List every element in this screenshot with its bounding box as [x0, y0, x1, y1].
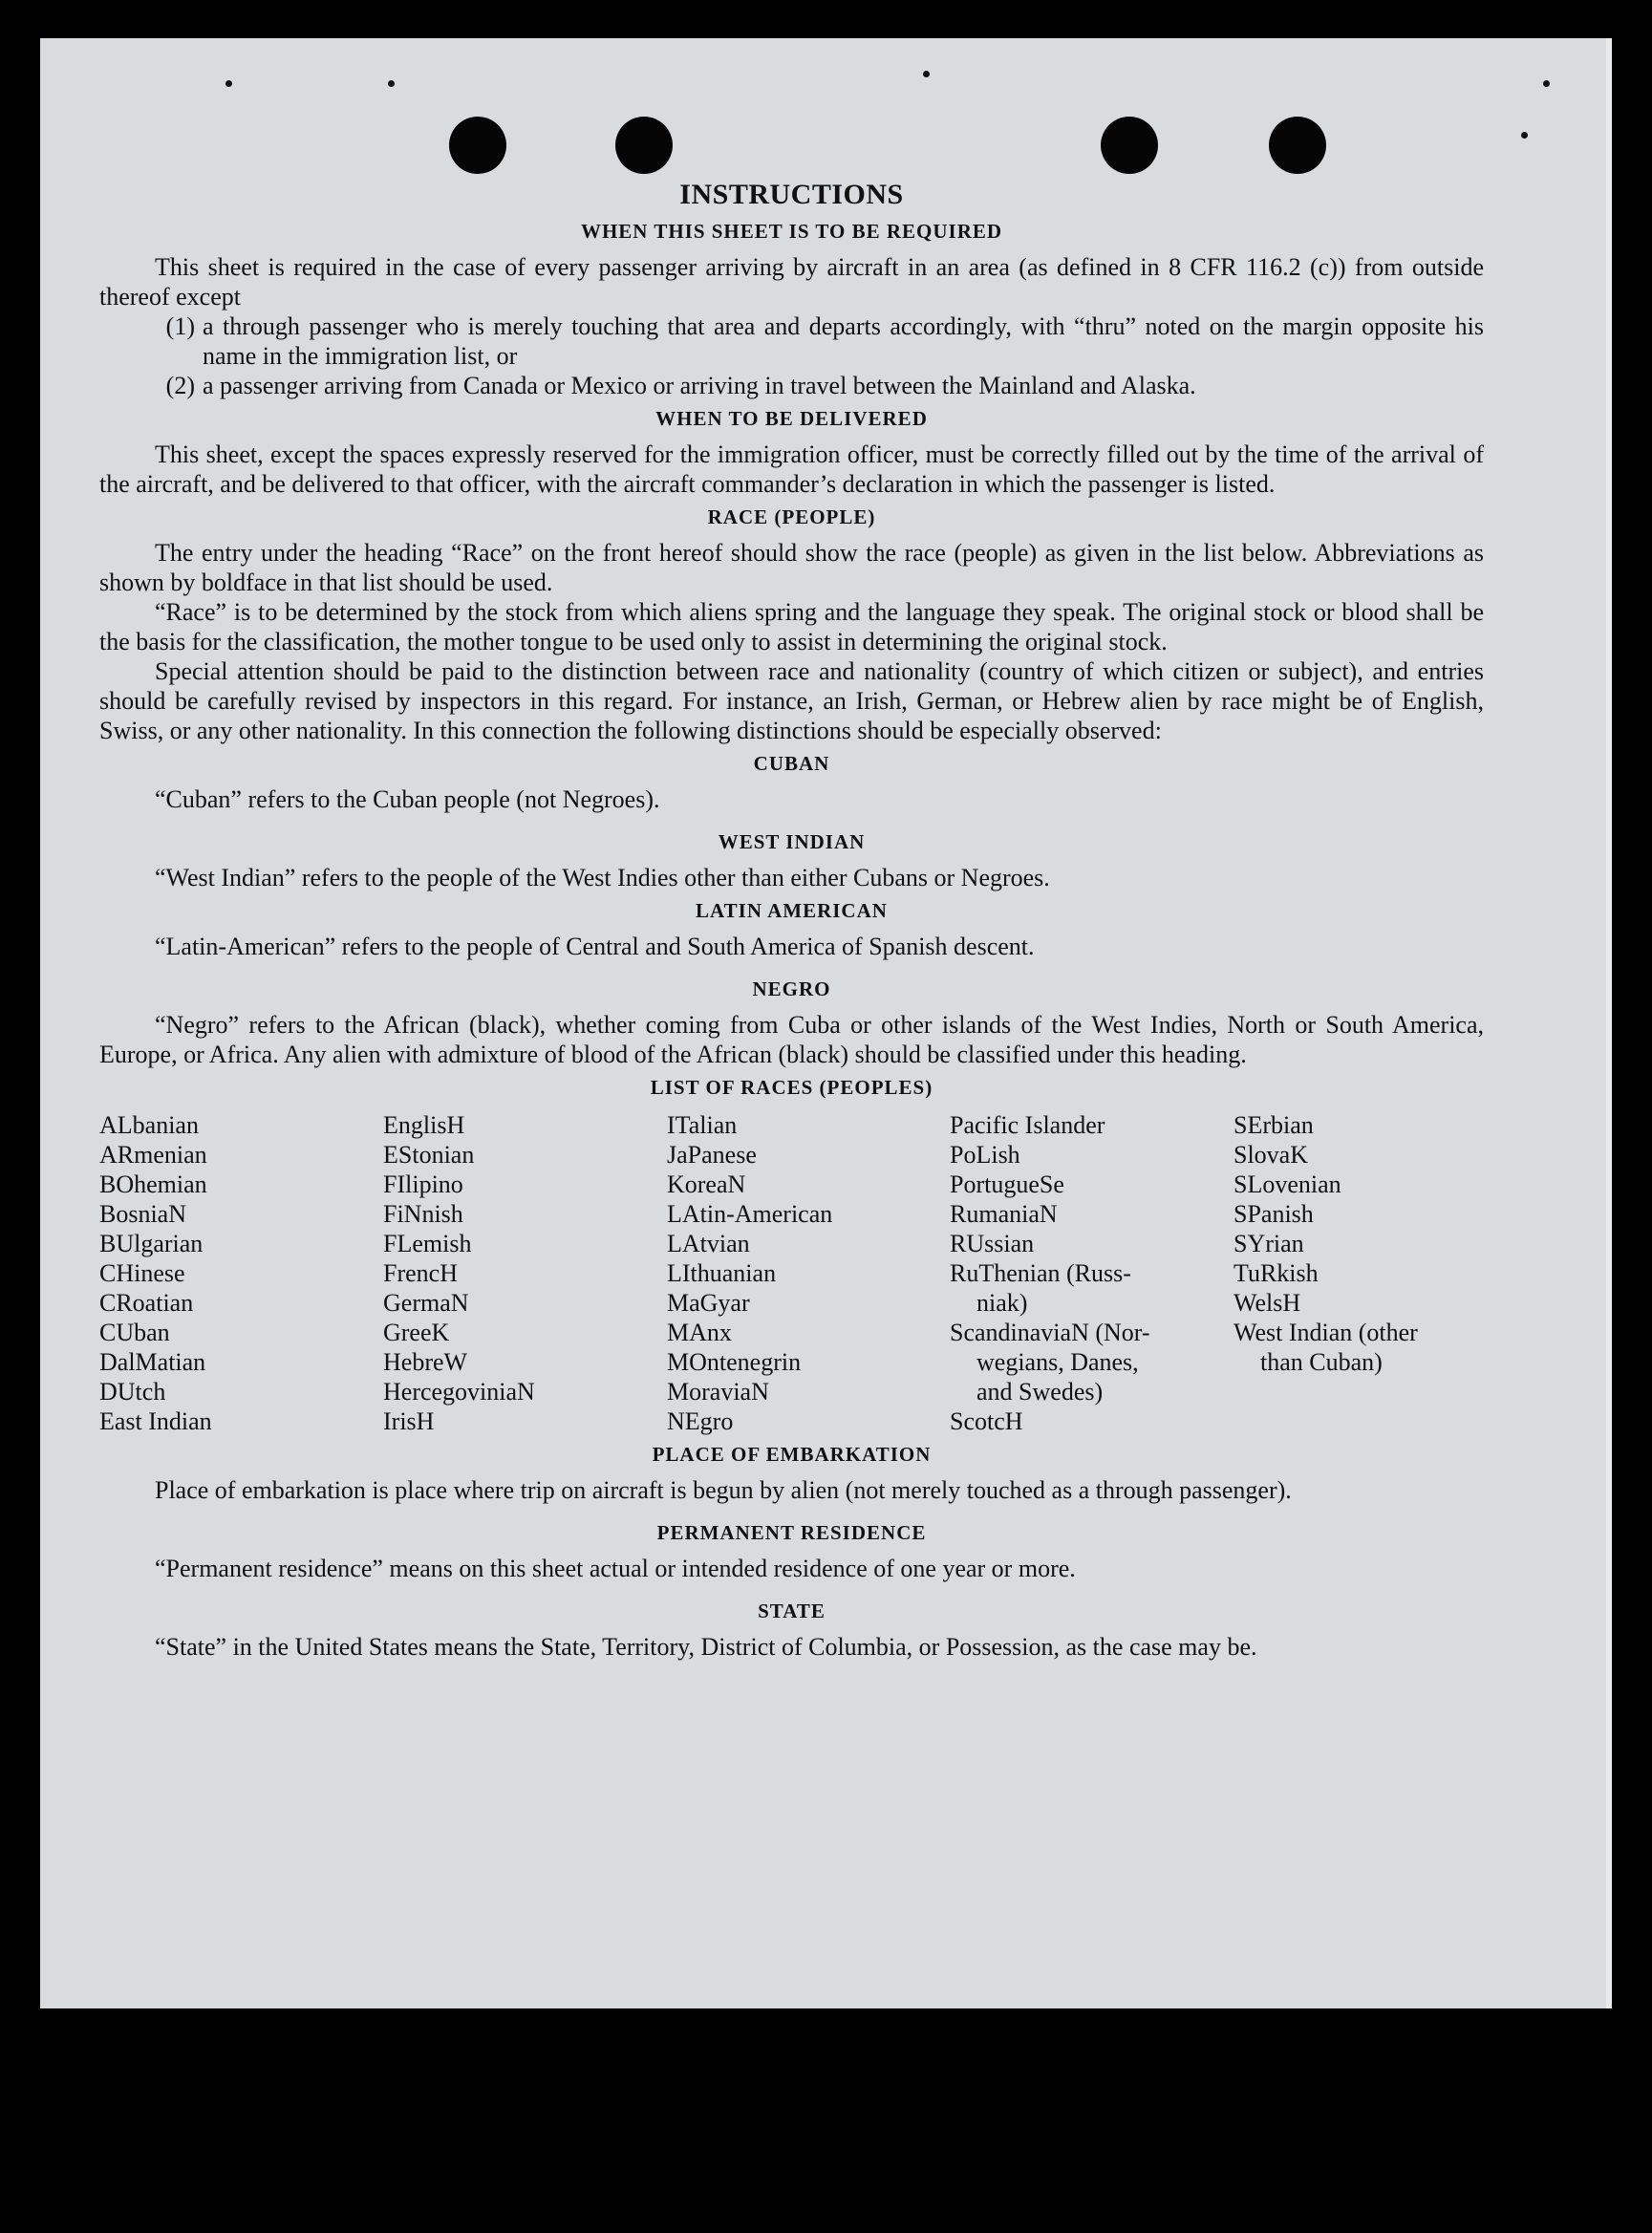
latin-american-text: “Latin-American” refers to the people of Central and South America of Spanish descent. — [155, 933, 1035, 960]
race-entry: RumaniaN — [950, 1200, 1058, 1228]
heading-race: RACE (PEOPLE) — [707, 505, 876, 528]
punch-hole — [1269, 117, 1326, 174]
heading-when-delivered: WHEN TO BE DELIVERED — [655, 407, 928, 430]
cuban-text: “Cuban” refers to the Cuban people (not Negroes). — [155, 785, 660, 813]
races-column-3 — [667, 1110, 950, 1436]
race-entry: SlovaK — [1234, 1141, 1308, 1169]
race-entry: GermaN — [383, 1289, 469, 1317]
race-entry: BOhemian — [99, 1170, 207, 1198]
race-entry: LAtin-American — [667, 1200, 833, 1228]
race-entry: ALbanian — [99, 1111, 199, 1139]
heading-list-of-races: LIST OF RACES (PEOPLES) — [650, 1076, 933, 1099]
race-entry: GreeK — [383, 1319, 450, 1346]
heading-negro: NEGRO — [752, 977, 831, 1000]
item-number: (2) — [165, 372, 195, 399]
race-entry: KoreaN — [667, 1170, 746, 1198]
instructions-content — [99, 180, 1484, 1662]
race-paragraph-3: Special attention should be paid to the distinction between race and nationality (country of which citizen or subject), and entries should be carefully revised by inspectors in this regard. For instance, an Irish, German, or Hebrew alien by race might be of English, Swiss, or any other nationality. In this connection the following distinctions should be especially observed: — [99, 657, 1484, 744]
speck — [1543, 80, 1550, 87]
race-entry: TuRkish — [1234, 1259, 1319, 1287]
race-entry-continued: than Cuban) — [1260, 1348, 1383, 1376]
race-entry: BUlgarian — [99, 1230, 204, 1257]
race-entry: MaGyar — [667, 1289, 750, 1317]
race-entry: BosniaN — [99, 1200, 186, 1228]
punch-hole — [615, 117, 673, 174]
heading-embarkation: PLACE OF EMBARKATION — [652, 1443, 932, 1466]
speck — [1521, 132, 1528, 139]
race-entry: PoLish — [950, 1141, 1020, 1169]
west-indian-text: “West Indian” refers to the people of the West Indies other than either Cubans or Negroes. — [155, 864, 1050, 891]
race-entry: EStonian — [383, 1141, 475, 1169]
race-entry: HercegoviniaN — [383, 1378, 535, 1406]
race-entry: MoraviaN — [667, 1378, 769, 1406]
race-entry: MOntenegrin — [667, 1348, 802, 1376]
race-entry: FrencH — [383, 1259, 458, 1287]
race-entry: ScandinaviaN (Nor- — [950, 1319, 1150, 1346]
heading-cuban: CUBAN — [753, 752, 830, 775]
negro-text: “Negro” refers to the African (black), whether coming from Cuba or other islands of the West Indies, North or South America, Europe, or Africa. Any alien with admixture of blood of the African (black) should be classified under this heading. — [99, 1011, 1484, 1068]
race-entry: CHinese — [99, 1259, 185, 1287]
race-paragraph-1: The entry under the heading “Race” on the front hereof should show the race (people) as given in the list below. Abbreviations as shown by boldface in that list should be used. — [99, 539, 1484, 596]
speck — [923, 71, 930, 77]
embarkation-text: Place of embarkation is place where trip on aircraft is begun by alien (not merely touched as a through passenger). — [155, 1476, 1292, 1504]
when-delivered-text: This sheet, except the spaces expressly reserved for the immigration officer, must be correctly filled out by the time of the arrival of the aircraft, and be delivered to that officer, with the aircraft commander’s declaration in which the passenger is listed. — [99, 440, 1484, 498]
races-list — [99, 1110, 1484, 1436]
race-entry: EnglisH — [383, 1111, 465, 1139]
race-entry: IrisH — [383, 1407, 435, 1435]
race-entry: DUtch — [99, 1378, 166, 1406]
race-entry: CRoatian — [99, 1289, 194, 1317]
state-text: “State” in the United States means the State, Territory, District of Columbia, or Possession, as the case may be. — [155, 1633, 1257, 1661]
item-text: a passenger arriving from Canada or Mexico or arriving in travel between the Mainland and Alaska. — [203, 372, 1196, 399]
race-entry: FiNnish — [383, 1200, 463, 1228]
heading-latin-american: LATIN AMERICAN — [696, 899, 888, 922]
race-entry: RUssian — [950, 1230, 1035, 1257]
page-title: INSTRUCTIONS — [679, 179, 904, 210]
race-entry: SErbian — [1234, 1111, 1314, 1139]
speck — [225, 80, 232, 87]
race-entry: SLovenian — [1234, 1170, 1341, 1198]
race-entry: ScotcH — [950, 1407, 1023, 1435]
race-entry: LIthuanian — [667, 1259, 777, 1287]
punch-hole — [1101, 117, 1158, 174]
race-entry: East Indian — [99, 1407, 212, 1435]
race-entry: Pacific Islander — [950, 1111, 1105, 1139]
heading-residence: PERMANENT RESIDENCE — [656, 1521, 927, 1544]
exception-item-1 — [99, 311, 1484, 371]
sheet-edge — [1606, 38, 1612, 2008]
race-entry-continued: wegians, Danes, — [976, 1348, 1139, 1376]
race-entry: West Indian (other — [1234, 1319, 1418, 1346]
race-entry: SYrian — [1234, 1230, 1304, 1257]
race-entry: WelsH — [1234, 1289, 1301, 1317]
race-entry: LAtvian — [667, 1230, 750, 1257]
race-entry: FIlipino — [383, 1170, 463, 1198]
races-column-1 — [99, 1110, 383, 1436]
race-entry: CUban — [99, 1319, 170, 1346]
race-entry: RuThenian (Russ- — [950, 1259, 1131, 1287]
race-paragraph-2: “Race” is to be determined by the stock from which aliens spring and the language they speak. The original stock or blood shall be the basis for the classification, the mother tongue to be used only to assist in determining the original stock. — [99, 598, 1484, 655]
heading-state: STATE — [758, 1600, 826, 1622]
races-column-4 — [950, 1110, 1234, 1436]
item-text: a through passenger who is merely touching that area and departs accordingly, with “thru” noted on the margin opposite his name in the immigration list, or — [203, 312, 1484, 370]
when-required-intro: This sheet is required in the case of every passenger arriving by aircraft in an area (as defined in 8 CFR 116.2 (c)) from outside thereof except — [99, 253, 1484, 311]
heading-west-indian: WEST INDIAN — [718, 830, 866, 853]
punch-hole — [449, 117, 506, 174]
race-entry: NEgro — [667, 1407, 734, 1435]
residence-text: “Permanent residence” means on this sheet actual or intended residence of one year or more. — [155, 1555, 1076, 1582]
races-column-5 — [1234, 1110, 1484, 1436]
exception-item-2 — [99, 371, 1484, 400]
race-entry: ARmenian — [99, 1141, 207, 1169]
race-entry: SPanish — [1234, 1200, 1314, 1228]
race-entry: ITalian — [667, 1111, 738, 1139]
heading-when-required: WHEN THIS SHEET IS TO BE REQUIRED — [580, 220, 1003, 243]
race-entry: FLemish — [383, 1230, 472, 1257]
race-entry: PortugueSe — [950, 1170, 1064, 1198]
item-number: (1) — [165, 312, 195, 340]
races-column-2 — [383, 1110, 667, 1436]
race-entry: MAnx — [667, 1319, 732, 1346]
race-entry-continued: and Swedes) — [976, 1378, 1104, 1406]
race-entry: HebreW — [383, 1348, 468, 1376]
race-entry: DalMatian — [99, 1348, 206, 1376]
race-entry-continued: niak) — [976, 1289, 1028, 1317]
race-entry: JaPanese — [667, 1141, 757, 1169]
speck — [388, 80, 395, 87]
